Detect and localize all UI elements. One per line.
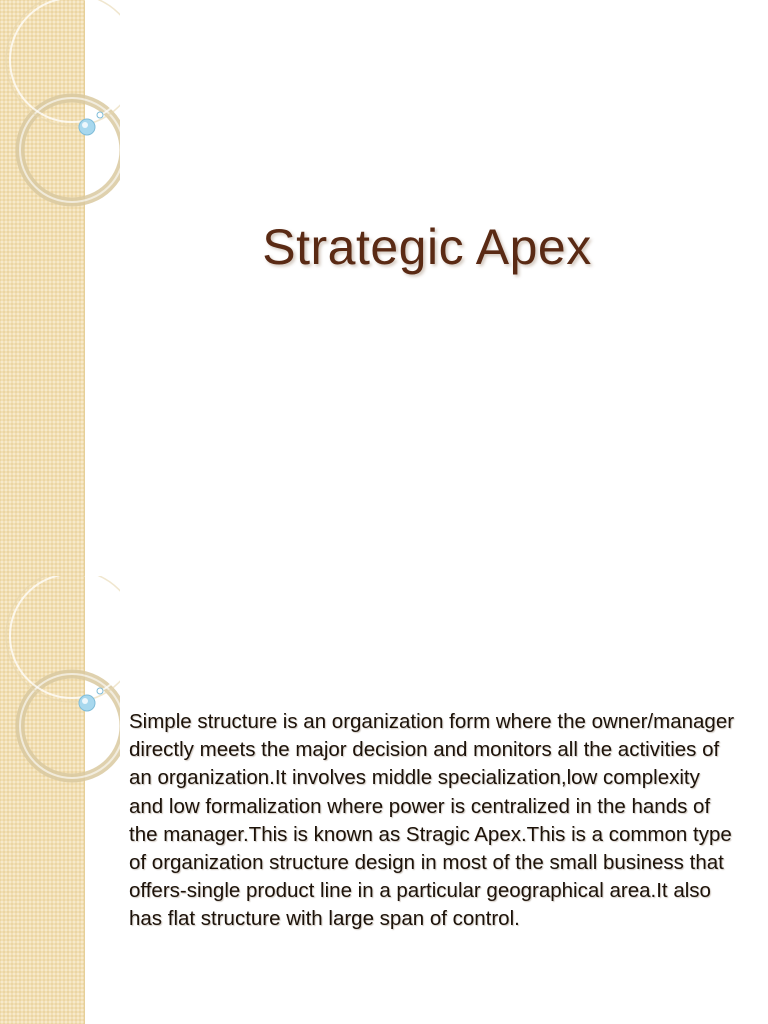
slide-title-text: Strategic Apex: [262, 219, 592, 275]
ring-decoration-icon: [0, 0, 120, 576]
slide-content: [0, 576, 768, 1024]
slide-body-text: Simple structure is an organization form where the owner/manager directly meets the major decision and monitors all the activities of an organization.It involves middle specialization,low complexity and low formalization where power is centralized in the hands of the manager.This is known as Stragic Apex.This is a common type of organization structure design in most of the small business that offers-single product line in a particular geographical area.It also has flat structure with large span of control.: [129, 710, 735, 931]
ring-decoration-icon: [0, 576, 120, 1024]
